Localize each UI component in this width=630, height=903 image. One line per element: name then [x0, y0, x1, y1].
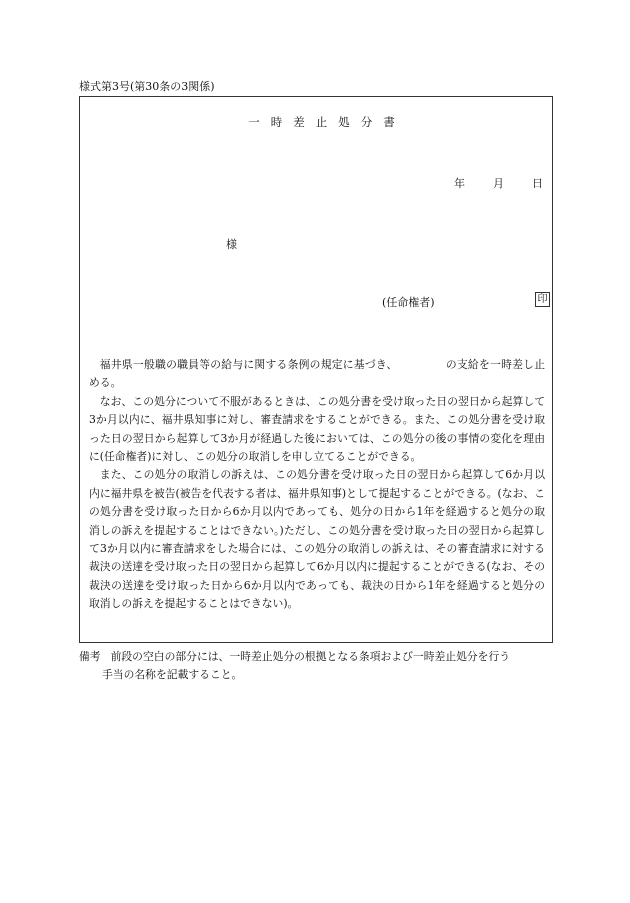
date-line — [454, 175, 543, 191]
addressee-suffix: 様 — [226, 238, 237, 251]
document-title: 一時差止処分書 — [248, 115, 406, 129]
appointing-authority: (任命権者) — [382, 296, 435, 309]
date-year-label: 年 — [454, 177, 465, 190]
date-day-label: 日 — [532, 177, 543, 190]
remarks-line-1 — [79, 648, 553, 666]
form-number: 様式第3号(第30条の3関係) — [79, 80, 215, 93]
paragraph-2: なお、この処分について不服があるときは、この処分書を受け取った日の翌日から起算して3か月以内に、福井県知事に対し、審査請求をすることができる。また、この処分書を受け取った日の翌日から起算して3か月が経過した後においては、この処分の後の事情の変化を理由に(任命権者)に対し、この処分の取消しを申し立てることができる。 — [89, 394, 545, 464]
paragraph-1-before: 福井県一般職の職員等の給与に関する条例の規定に基づき、 — [99, 358, 398, 371]
paragraph-3: また、この処分の取消しの訴えは、この処分書を受け取った日の翌日から起算して6か月以内に福井県を被告(被告を代表する者は、福井県知事)として提起することができる。(なお、この処分書を受け取った日から6か月以内であっても、処分の日から1年を経過すると処分の取消しの訴えを提起することはできない。)ただし、この処分書を受け取った日の翌日から起算して3か月以内に審査請求をした場合には、この処分の取消しの訴えは、その審査請求に対する裁決の送達を受け取った日の翌日から起算して6か月以内に提起することができる(なお、その裁決の送達を受け取った日から6か月以内であっても、裁決の日から1年を経過すると処分の取消しの訴えを提起することはできない)。 — [89, 468, 545, 611]
date-month-label: 月 — [493, 177, 504, 190]
remarks-text-1: 前段の空白の部分には、一時差止処分の根拠となる条項および一時差止処分を行う — [110, 650, 511, 663]
document-frame — [79, 96, 553, 643]
paragraph-1 — [89, 356, 545, 393]
body-text — [89, 356, 545, 614]
remarks-note — [79, 648, 553, 685]
paragraph-1-after: の支給を一時差し止める。 — [89, 358, 545, 390]
remarks-label: 備考 — [79, 650, 101, 663]
seal-mark: 印 — [535, 292, 550, 307]
remarks-line-2: 手当の名称を記載すること。 — [102, 668, 243, 682]
